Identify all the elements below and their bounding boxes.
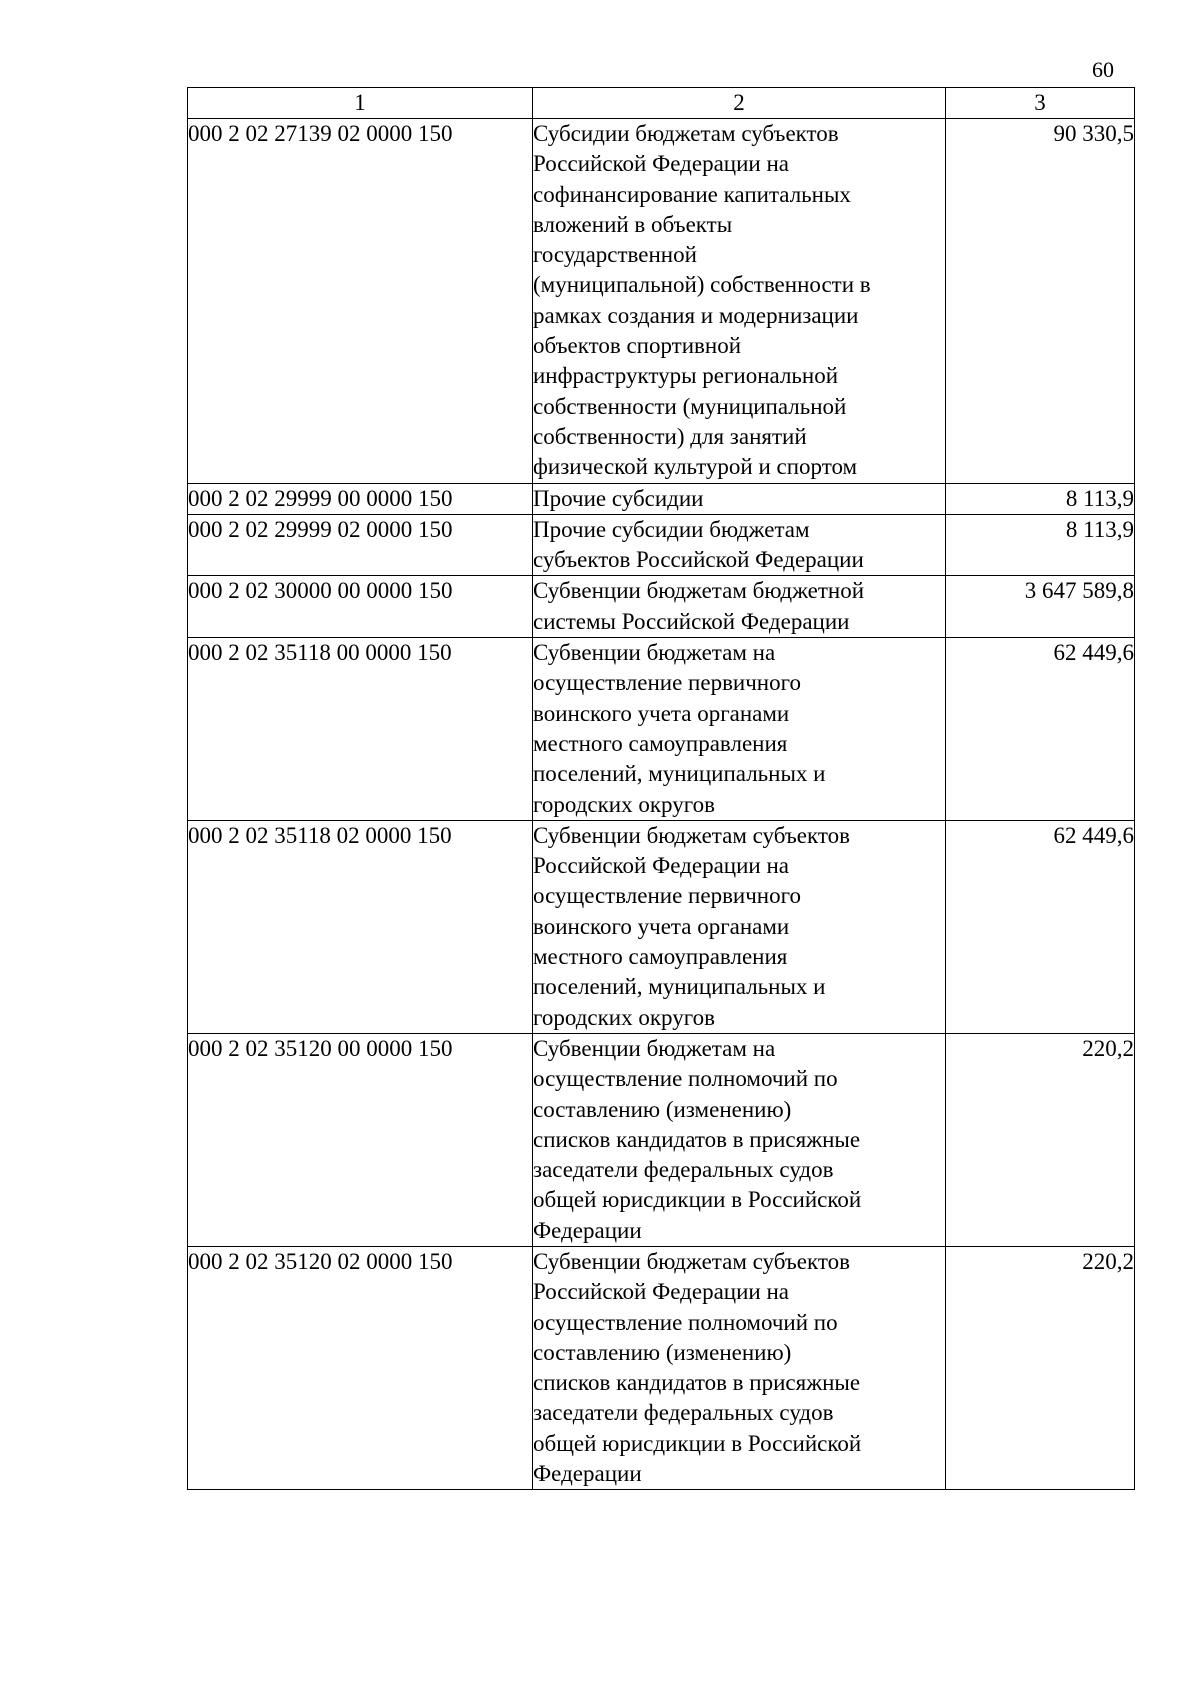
description-line: воинского учета органами — [533, 700, 790, 726]
description-line: Субвенции бюджетам на — [533, 640, 776, 666]
table-row — [188, 820, 1135, 1033]
description-line: Субсидии бюджетам субъектов — [533, 121, 839, 146]
table-row — [188, 514, 1135, 576]
description-line: Федерации — [533, 1461, 642, 1487]
description-cell — [533, 1246, 946, 1489]
description-line: Прочие субсидии бюджетам — [533, 516, 810, 542]
description-line: рамках создания и модернизации — [533, 302, 859, 328]
description-line: Федерации — [533, 1217, 642, 1243]
description-line: заседатели федеральных судов — [533, 1400, 834, 1426]
column-header-name: 2 — [533, 88, 946, 119]
description-line: Субвенции бюджетам субъектов — [533, 1248, 850, 1274]
description-line: осуществление полномочий по — [533, 1309, 838, 1335]
description-line: физической культурой и спортом — [533, 454, 858, 480]
description-line: поселений, муниципальных и — [533, 974, 826, 1000]
description-cell — [533, 483, 946, 514]
description-line: Российской Федерации на — [533, 151, 789, 177]
description-line: Субвенции бюджетам бюджетной — [533, 578, 865, 604]
description-line: местного самоуправления — [533, 730, 788, 756]
description-line: (муниципальной) собственности в — [533, 272, 871, 298]
description-line: вложений в объекты — [533, 211, 733, 237]
amount-cell: 62 449,6 — [946, 820, 1135, 1033]
budget-code-cell: 000 2 02 30000 00 0000 150 — [188, 576, 533, 638]
budget-code-cell: 000 2 02 29999 02 0000 150 — [188, 514, 533, 576]
header-row — [188, 88, 1135, 119]
description-line: Субвенции бюджетам субъектов — [533, 822, 850, 848]
description-cell — [533, 514, 946, 576]
description-line: городских округов — [533, 791, 715, 817]
description-line: Субвенции бюджетам на — [533, 1035, 776, 1061]
description-line: осуществление первичного — [533, 883, 801, 909]
description-cell — [533, 638, 946, 821]
column-header-code: 1 — [188, 88, 533, 119]
budget-code-cell: 000 2 02 35120 02 0000 150 — [188, 1246, 533, 1489]
description-line: государственной — [533, 242, 697, 268]
description-line: поселений, муниципальных и — [533, 761, 826, 787]
description-line: осуществление полномочий по — [533, 1066, 838, 1092]
budget-code-cell: 000 2 02 27139 02 0000 150 — [188, 119, 533, 484]
description-line: собственности (муниципальной — [533, 393, 847, 419]
page-number: 60 — [1092, 57, 1114, 82]
description-line: воинского учета органами — [533, 913, 790, 939]
budget-code-cell: 000 2 02 35118 02 0000 150 — [188, 820, 533, 1033]
description-cell — [533, 119, 946, 484]
table-row — [188, 119, 1135, 484]
description-cell — [533, 576, 946, 638]
amount-cell: 62 449,6 — [946, 638, 1135, 821]
description-line: инфраструктуры региональной — [533, 363, 839, 389]
column-header-amount: 3 — [946, 88, 1135, 119]
description-line: Прочие субсидии — [533, 485, 704, 511]
description-cell — [533, 820, 946, 1033]
description-line: списков кандидатов в присяжные — [533, 1370, 861, 1396]
amount-cell: 220,2 — [946, 1033, 1135, 1246]
description-line: субъектов Российской Федерации — [533, 547, 864, 573]
description-line: заседатели федеральных судов — [533, 1157, 834, 1183]
budget-code-cell: 000 2 02 35118 00 0000 150 — [188, 638, 533, 821]
table-row — [188, 1246, 1135, 1489]
table-row — [188, 576, 1135, 638]
table-row — [188, 483, 1135, 514]
table-header — [188, 88, 1135, 119]
table-row — [188, 638, 1135, 821]
description-line: Российской Федерации на — [533, 1279, 789, 1305]
amount-cell: 220,2 — [946, 1246, 1135, 1489]
amount-cell: 8 113,9 — [946, 514, 1135, 576]
description-line: общей юрисдикции в Российской — [533, 1187, 862, 1213]
table-body — [188, 119, 1135, 1490]
description-line: софинансирование капитальных — [533, 181, 851, 207]
amount-cell: 90 330,5 — [946, 119, 1135, 484]
budget-code-cell: 000 2 02 29999 00 0000 150 — [188, 483, 533, 514]
description-line: списков кандидатов в присяжные — [533, 1126, 861, 1152]
amount-cell: 8 113,9 — [946, 483, 1135, 514]
description-line: общей юрисдикции в Российской — [533, 1430, 862, 1456]
description-line: собственности) для занятий — [533, 423, 807, 449]
description-line: объектов спортивной — [533, 333, 742, 359]
description-cell — [533, 1033, 946, 1246]
description-line: городских округов — [533, 1004, 715, 1030]
description-line: местного самоуправления — [533, 944, 788, 970]
description-line: Российской Федерации на — [533, 853, 789, 879]
description-line: составлению (изменению) — [533, 1096, 792, 1122]
table-row — [188, 1033, 1135, 1246]
description-line: осуществление первичного — [533, 670, 801, 696]
budget-code-cell: 000 2 02 35120 00 0000 150 — [188, 1033, 533, 1246]
description-line: системы Российской Федерации — [533, 608, 850, 634]
budget-table — [187, 87, 1135, 1490]
amount-cell: 3 647 589,8 — [946, 576, 1135, 638]
description-line: составлению (изменению) — [533, 1339, 792, 1365]
